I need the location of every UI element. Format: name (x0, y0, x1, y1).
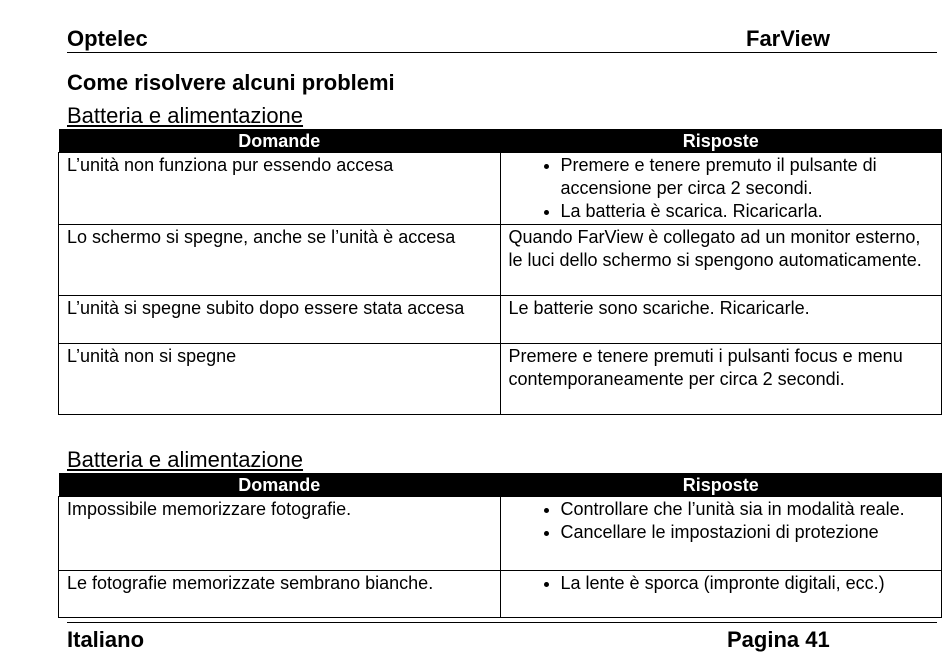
answer-bullet: • La batteria è scarica. Ricaricarla. (561, 200, 934, 223)
column-header-questions: Domande (59, 473, 501, 497)
table-header-row (59, 129, 942, 153)
page-title: Come risolvere alcuni problemi (67, 70, 395, 95)
page-header (67, 26, 937, 53)
column-header-questions: Domande (59, 129, 501, 153)
answer-bullet: • Premere e tenere premuto il pulsante di accensione per circa 2 secondi. (561, 154, 934, 200)
table-row (59, 296, 942, 344)
section-title-1: Batteria e alimentazione (67, 103, 304, 128)
question-cell: Impossibile memorizzare fotografie. (59, 497, 501, 571)
table-row (59, 225, 942, 296)
answer-cell: Premere e tenere premuti i pulsanti focus e menu contemporaneamente per circa 2 secondi. (500, 344, 942, 415)
page-footer (67, 622, 937, 658)
table-row (59, 153, 942, 225)
question-cell: L’unità si spegne subito dopo essere stata accesa (59, 296, 501, 344)
answer-cell (500, 497, 942, 571)
answer-cell: Le batterie sono scariche. Ricaricarle. (500, 296, 942, 344)
header-brand: Optelec (67, 26, 148, 51)
footer-language: Italiano (67, 627, 145, 652)
answer-cell (500, 153, 942, 225)
question-cell: L’unità non si spegne (59, 344, 501, 415)
answer-bullet: • Cancellare le impostazioni di protezione (561, 521, 934, 544)
question-cell: Lo schermo si spegne, anche se l’unità è accesa (59, 225, 501, 296)
faq-table-2 (58, 473, 942, 618)
column-header-answers: Risposte (500, 129, 942, 153)
question-cell: Le fotografie memorizzate sembrano bianche. (59, 571, 501, 618)
table-row (59, 344, 942, 415)
answer-bullet: • La lente è sporca (impronte digitali, ecc.) (561, 572, 934, 595)
answer-cell (500, 571, 942, 618)
faq-table-1 (58, 129, 942, 415)
column-header-answers: Risposte (500, 473, 942, 497)
footer-page-number: Pagina 41 (727, 627, 830, 652)
answer-bullets (509, 498, 934, 544)
section-title-2: Batteria e alimentazione (67, 447, 304, 472)
answer-cell: Quando FarView è collegato ad un monitor esterno, le luci dello schermo si spengono automaticamente. (500, 225, 942, 296)
answer-bullets (509, 572, 934, 595)
header-product: FarView (746, 26, 830, 51)
table-header-row (59, 473, 942, 497)
table-row (59, 571, 942, 618)
answer-bullet: • Controllare che l’unità sia in modalità reale. (561, 498, 934, 521)
answer-bullets (509, 154, 934, 223)
question-cell: L’unità non funziona pur essendo accesa (59, 153, 501, 225)
table-row (59, 497, 942, 571)
